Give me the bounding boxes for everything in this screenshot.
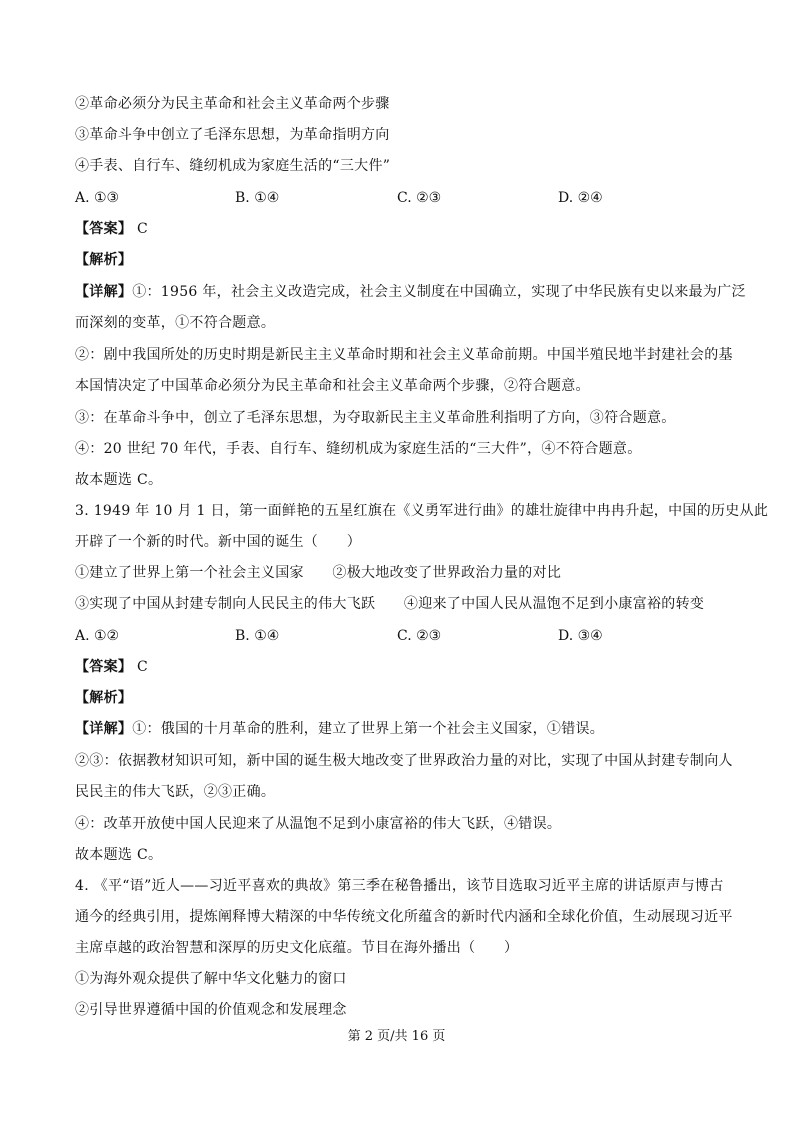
- q3-choice-b: B. ①④: [235, 628, 280, 644]
- detail-text: ①：俄国的十月革命的胜利，建立了世界上第一个社会主义国家，①错误。: [132, 721, 605, 737]
- q2-conclusion: 故本题选 C。: [75, 472, 163, 488]
- q3-choice-a: A. ①②: [75, 628, 120, 644]
- q2-option-4: ④手表、自行车、缝纫机成为家庭生活的“三大件”: [75, 158, 391, 174]
- q3-detail-2a: ②③：依据教材知识可知，新中国的诞生极大地改变了世界政治力量的对比，实现了中国从封建专制向人: [75, 753, 733, 769]
- answer-tag: 【答案】: [75, 659, 133, 675]
- q4-option-1: ①为海外观众提供了解中华文化魅力的窗口: [75, 971, 347, 987]
- q2-option-3: ③革命斗争中创立了毛泽东思想，为革命指明方向: [75, 127, 390, 143]
- q2-detail-2b: 本国情决定了中国革命必须分为民主革命和社会主义革命两个步骤，②符合题意。: [75, 378, 590, 394]
- q3-stem-a: 3. 1949 年 10 月 1 日，第一面鲜艳的五星红旗在《义勇军进行曲》的雄壮旋律中冉冉升起，中国的历史从此: [75, 503, 769, 519]
- q2-analysis-tag: 【解析】: [75, 252, 133, 268]
- q4-stem-b: 通今的经典引用，提炼阐释博大精深的中华传统文化所蕴含的新时代内涵和全球化价值，生动展现习近平: [75, 909, 733, 925]
- q3-analysis-tag: 【解析】: [75, 690, 133, 706]
- q4-stem-c: 主席卓越的政治智慧和深厚的历史文化底蕴。节目在海外播出（ ）: [75, 940, 519, 956]
- answer-tag: 【答案】: [75, 221, 133, 237]
- page-footer: 第 2 页/共 16 页: [347, 1029, 446, 1044]
- q2-choice-a: A. ①③: [75, 190, 120, 206]
- q3-detail-2b: 民民主的伟大飞跃，②③正确。: [75, 784, 276, 800]
- q2-detail-1b: 而深刻的变革，①不符合题意。: [75, 315, 276, 331]
- detail-tag: 【详解】: [75, 721, 133, 737]
- q2-detail-4: ④：20 世纪 70 年代，手表、自行车、缝纫机成为家庭生活的“三大件”，④不符合题意。: [75, 441, 642, 457]
- q3-choice-d: D. ③④: [558, 628, 603, 644]
- q2-choice-b: B. ①④: [235, 190, 280, 206]
- q3-detail-1: [75, 720, 604, 738]
- q3-stem-b: 开辟了一个新的时代。新中国的诞生（ ）: [75, 534, 361, 550]
- q2-detail-2a: ②：剧中我国所处的历史时期是新民主主义革命时期和社会主义革命前期。中国半殖民地半封建社会的基: [75, 347, 733, 363]
- q2-option-2: ②革命必须分为民主革命和社会主义革命两个步骤: [75, 96, 390, 112]
- answer-value: C: [136, 659, 148, 675]
- q2-detail-1a: [75, 283, 746, 301]
- q2-choice-c: C. ②③: [397, 190, 442, 206]
- detail-text: ①：1956 年，社会主义改造完成，社会主义制度在中国确立，实现了中华民族有史以来最为广泛: [132, 284, 746, 300]
- q2-choice-d: D. ②④: [558, 190, 603, 206]
- answer-value: C: [136, 221, 148, 237]
- q3-conclusion: 故本题选 C。: [75, 847, 163, 863]
- detail-tag: 【详解】: [75, 284, 133, 300]
- q3-options-12: ①建立了世界上第一个社会主义国家 ②极大地改变了世界政治力量的对比: [75, 565, 562, 581]
- q3-detail-3: ④：改革开放使中国人民迎来了从温饱不足到小康富裕的伟大飞跃，④错误。: [75, 816, 562, 832]
- q4-option-2: ②引导世界遵循中国的价值观念和发展理念: [75, 1002, 347, 1018]
- q3-answer: [75, 658, 148, 676]
- q3-options-34: ③实现了中国从封建专制向人民民主的伟大飞跃 ④迎来了中国人民从温饱不足到小康富裕的转变: [75, 596, 705, 612]
- q2-detail-3: ③：在革命斗争中，创立了毛泽东思想，为夺取新民主主义革命胜利指明了方向，③符合题意。: [75, 410, 676, 426]
- q2-answer: [75, 220, 148, 238]
- q4-stem-a: 4. 《平“语”近人——习近平喜欢的典故》第三季在秘鲁播出，该节目选取习近平主席的讲话原声与博古: [75, 878, 724, 894]
- q3-choice-c: C. ②③: [397, 628, 442, 644]
